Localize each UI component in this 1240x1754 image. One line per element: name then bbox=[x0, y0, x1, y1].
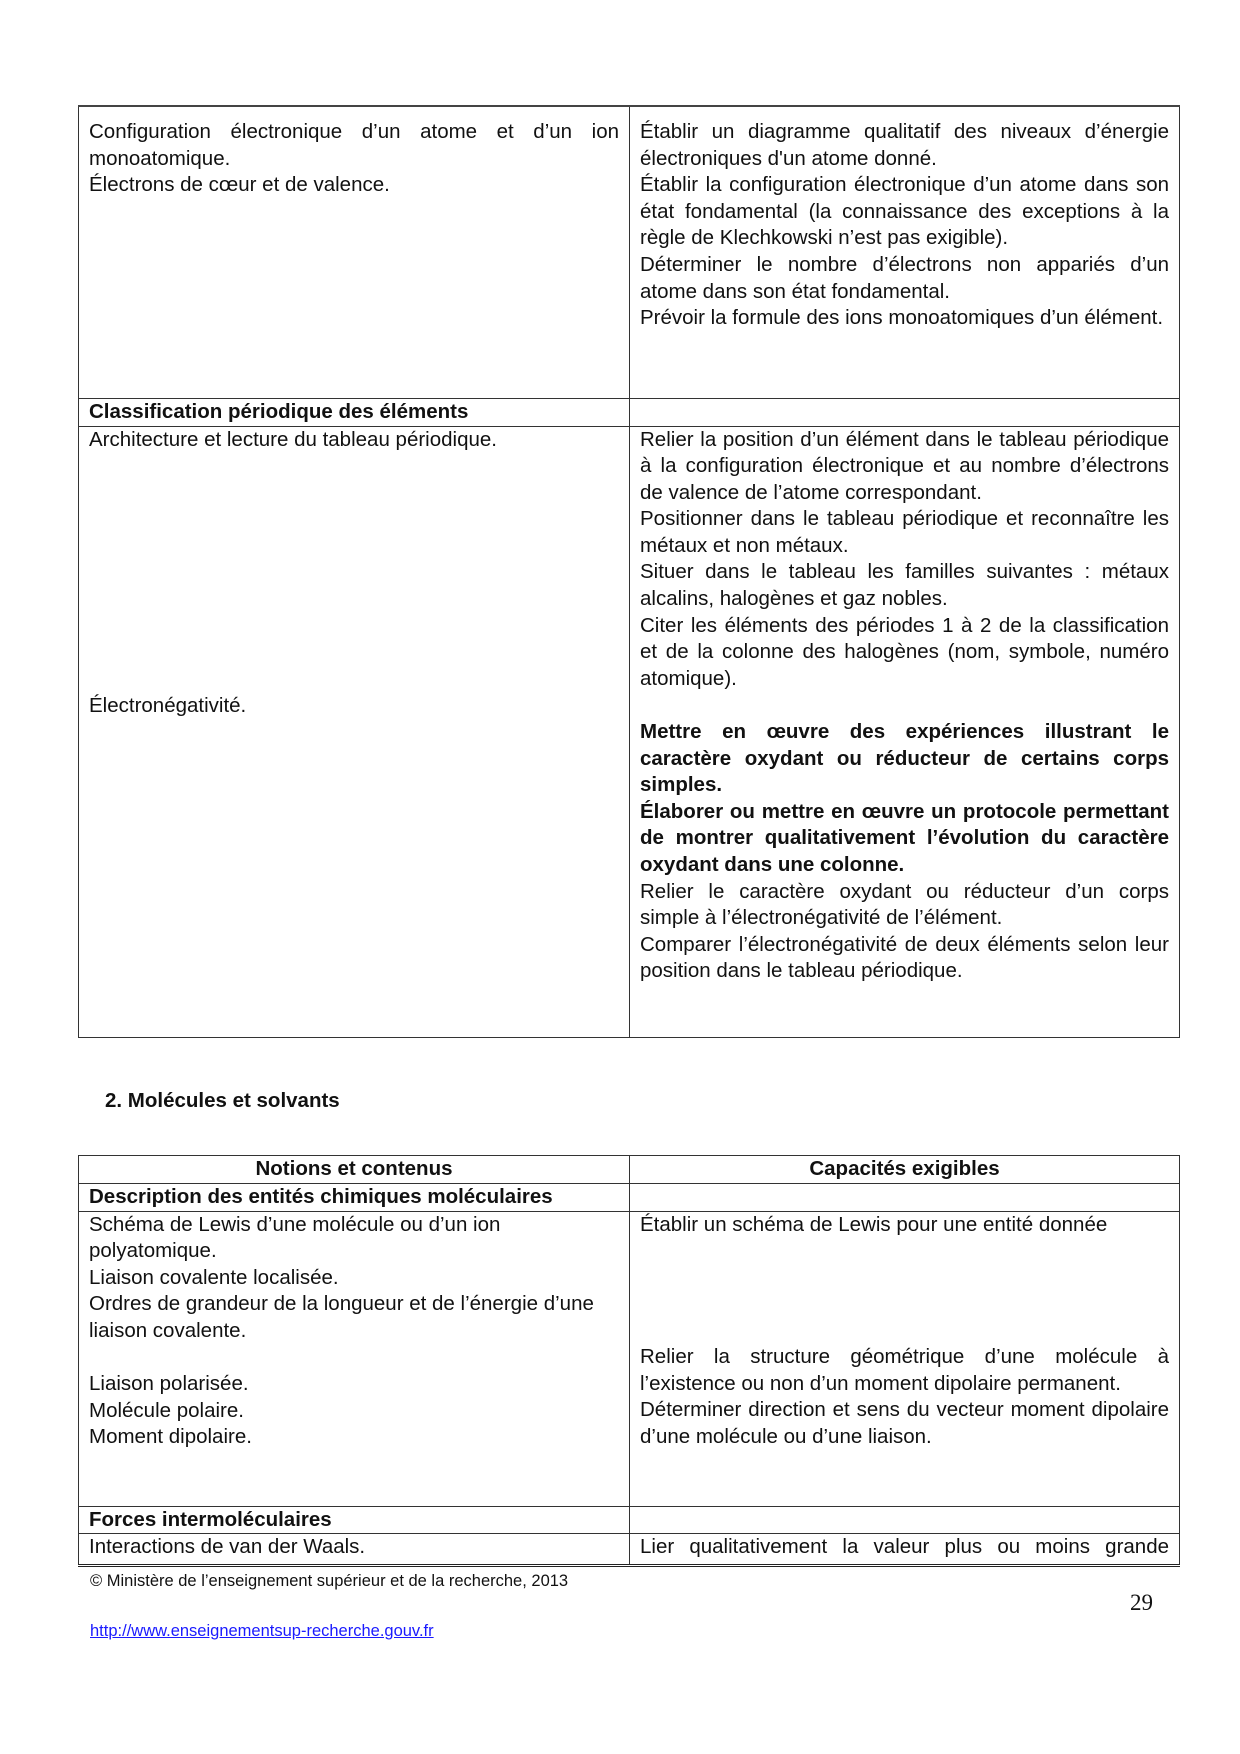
notion: Molécule polaire. bbox=[89, 1398, 244, 1422]
capacite: Établir un schéma de Lewis pour une entité donnée bbox=[640, 1212, 1108, 1236]
notion: Moment dipolaire. bbox=[89, 1425, 252, 1449]
copyright-notice: © Ministère de l’enseignement supérieur et de la recherche, 2013 bbox=[90, 1572, 569, 1590]
section-title: 2. Molécules et solvants bbox=[105, 1089, 340, 1112]
table-row bbox=[79, 426, 1180, 1037]
notion: Liaison polarisée. bbox=[89, 1372, 249, 1396]
empty-cell bbox=[630, 398, 1180, 426]
capacite: Lier qualitativement la valeur plus ou moins grande bbox=[640, 1535, 1169, 1559]
section-row bbox=[79, 1506, 1180, 1534]
notion: Liaison covalente localisée. bbox=[89, 1265, 339, 1289]
notion: Électrons de cœur et de valence. bbox=[89, 173, 390, 197]
capacite: Déterminer le nombre d’électrons non appariés d’un atome dans son état fondamental. bbox=[640, 252, 1169, 303]
column-header-capacites: Capacités exigibles bbox=[630, 1156, 1180, 1184]
section-heading: Classification périodique des éléments bbox=[79, 398, 630, 426]
capacite: Établir la configuration électronique d’un atome dans son état fondamental (la connaissance des exceptions à la règle de Klechkowski n’est pas exigible). bbox=[640, 173, 1169, 250]
notion: Électronégativité. bbox=[89, 694, 247, 718]
notions-cell bbox=[79, 426, 630, 1037]
table-row bbox=[79, 106, 1180, 398]
competences-table-2 bbox=[78, 1155, 1180, 1567]
capacite-experimentale: Élaborer ou mettre en œuvre un protocole permettant de montrer qualitativement l’évolution du caractère oxydant dans une colonne. bbox=[640, 799, 1169, 876]
section-row bbox=[79, 398, 1180, 426]
capacites-cell bbox=[630, 106, 1180, 398]
capacite: Relier la position d’un élément dans le tableau périodique à la configuration électronique et au nombre d’électrons de valence de l’atome correspondant. bbox=[640, 427, 1169, 504]
notions-cell bbox=[79, 1211, 630, 1506]
notion: Schéma de Lewis d’une molécule ou d’un ion polyatomique. bbox=[89, 1212, 501, 1263]
capacite: Citer les éléments des périodes 1 à 2 de la classification et de la colonne des halogènes (nom, symbole, numéro atomique). bbox=[640, 613, 1169, 690]
section-heading: Description des entités chimiques moléculaires bbox=[79, 1183, 630, 1211]
section-row bbox=[79, 1183, 1180, 1211]
notion: Ordres de grandeur de la longueur et de l’énergie d’une liaison covalente. bbox=[89, 1292, 594, 1342]
capacite: Relier la structure géométrique d’une molécule à l’existence ou non d’un moment dipolaire permanent. bbox=[640, 1345, 1169, 1395]
empty-cell bbox=[630, 1506, 1180, 1534]
notions-cell bbox=[79, 106, 630, 398]
capacites-cell bbox=[630, 1211, 1180, 1506]
table-row bbox=[79, 1211, 1180, 1506]
header-row bbox=[79, 1156, 1180, 1184]
capacite: Déterminer direction et sens du vecteur moment dipolaire d’une molécule ou d’une liaison. bbox=[640, 1398, 1169, 1448]
capacites-cell bbox=[630, 1534, 1180, 1566]
notion: Configuration électronique d’un atome et d’un ion monoatomique. bbox=[89, 120, 619, 170]
section-heading: Forces intermoléculaires bbox=[79, 1506, 630, 1534]
empty-cell bbox=[630, 1183, 1180, 1211]
ministry-website-link[interactable]: http://www.enseignementsup-recherche.gouv.fr bbox=[90, 1622, 434, 1640]
notion: Architecture et lecture du tableau périodique. bbox=[89, 427, 497, 451]
capacites-cell bbox=[630, 426, 1180, 1037]
capacite: Comparer l’électronégativité de deux éléments selon leur position dans le tableau périodique. bbox=[640, 932, 1169, 983]
competences-table-1 bbox=[78, 105, 1180, 1038]
page-number: 29 bbox=[1130, 1590, 1153, 1615]
capacite: Établir un diagramme qualitatif des niveaux d’énergie électroniques d'un atome donné. bbox=[640, 120, 1169, 170]
capacite: Prévoir la formule des ions monoatomiques d’un élément. bbox=[640, 306, 1164, 330]
capacite: Positionner dans le tableau périodique et reconnaître les métaux et non métaux. bbox=[640, 507, 1169, 557]
table-row bbox=[79, 1534, 1180, 1566]
capacite: Relier le caractère oxydant ou réducteur d’un corps simple à l’électronégativité de l’élément. bbox=[640, 879, 1169, 930]
capacite-experimentale: Mettre en œuvre des expériences illustrant le caractère oxydant ou réducteur de certains corps simples. bbox=[640, 720, 1169, 797]
notion: Interactions de van der Waals. bbox=[79, 1534, 630, 1566]
capacite: Situer dans le tableau les familles suivantes : métaux alcalins, halogènes et gaz nobles. bbox=[640, 560, 1169, 611]
column-header-notions: Notions et contenus bbox=[79, 1156, 630, 1184]
